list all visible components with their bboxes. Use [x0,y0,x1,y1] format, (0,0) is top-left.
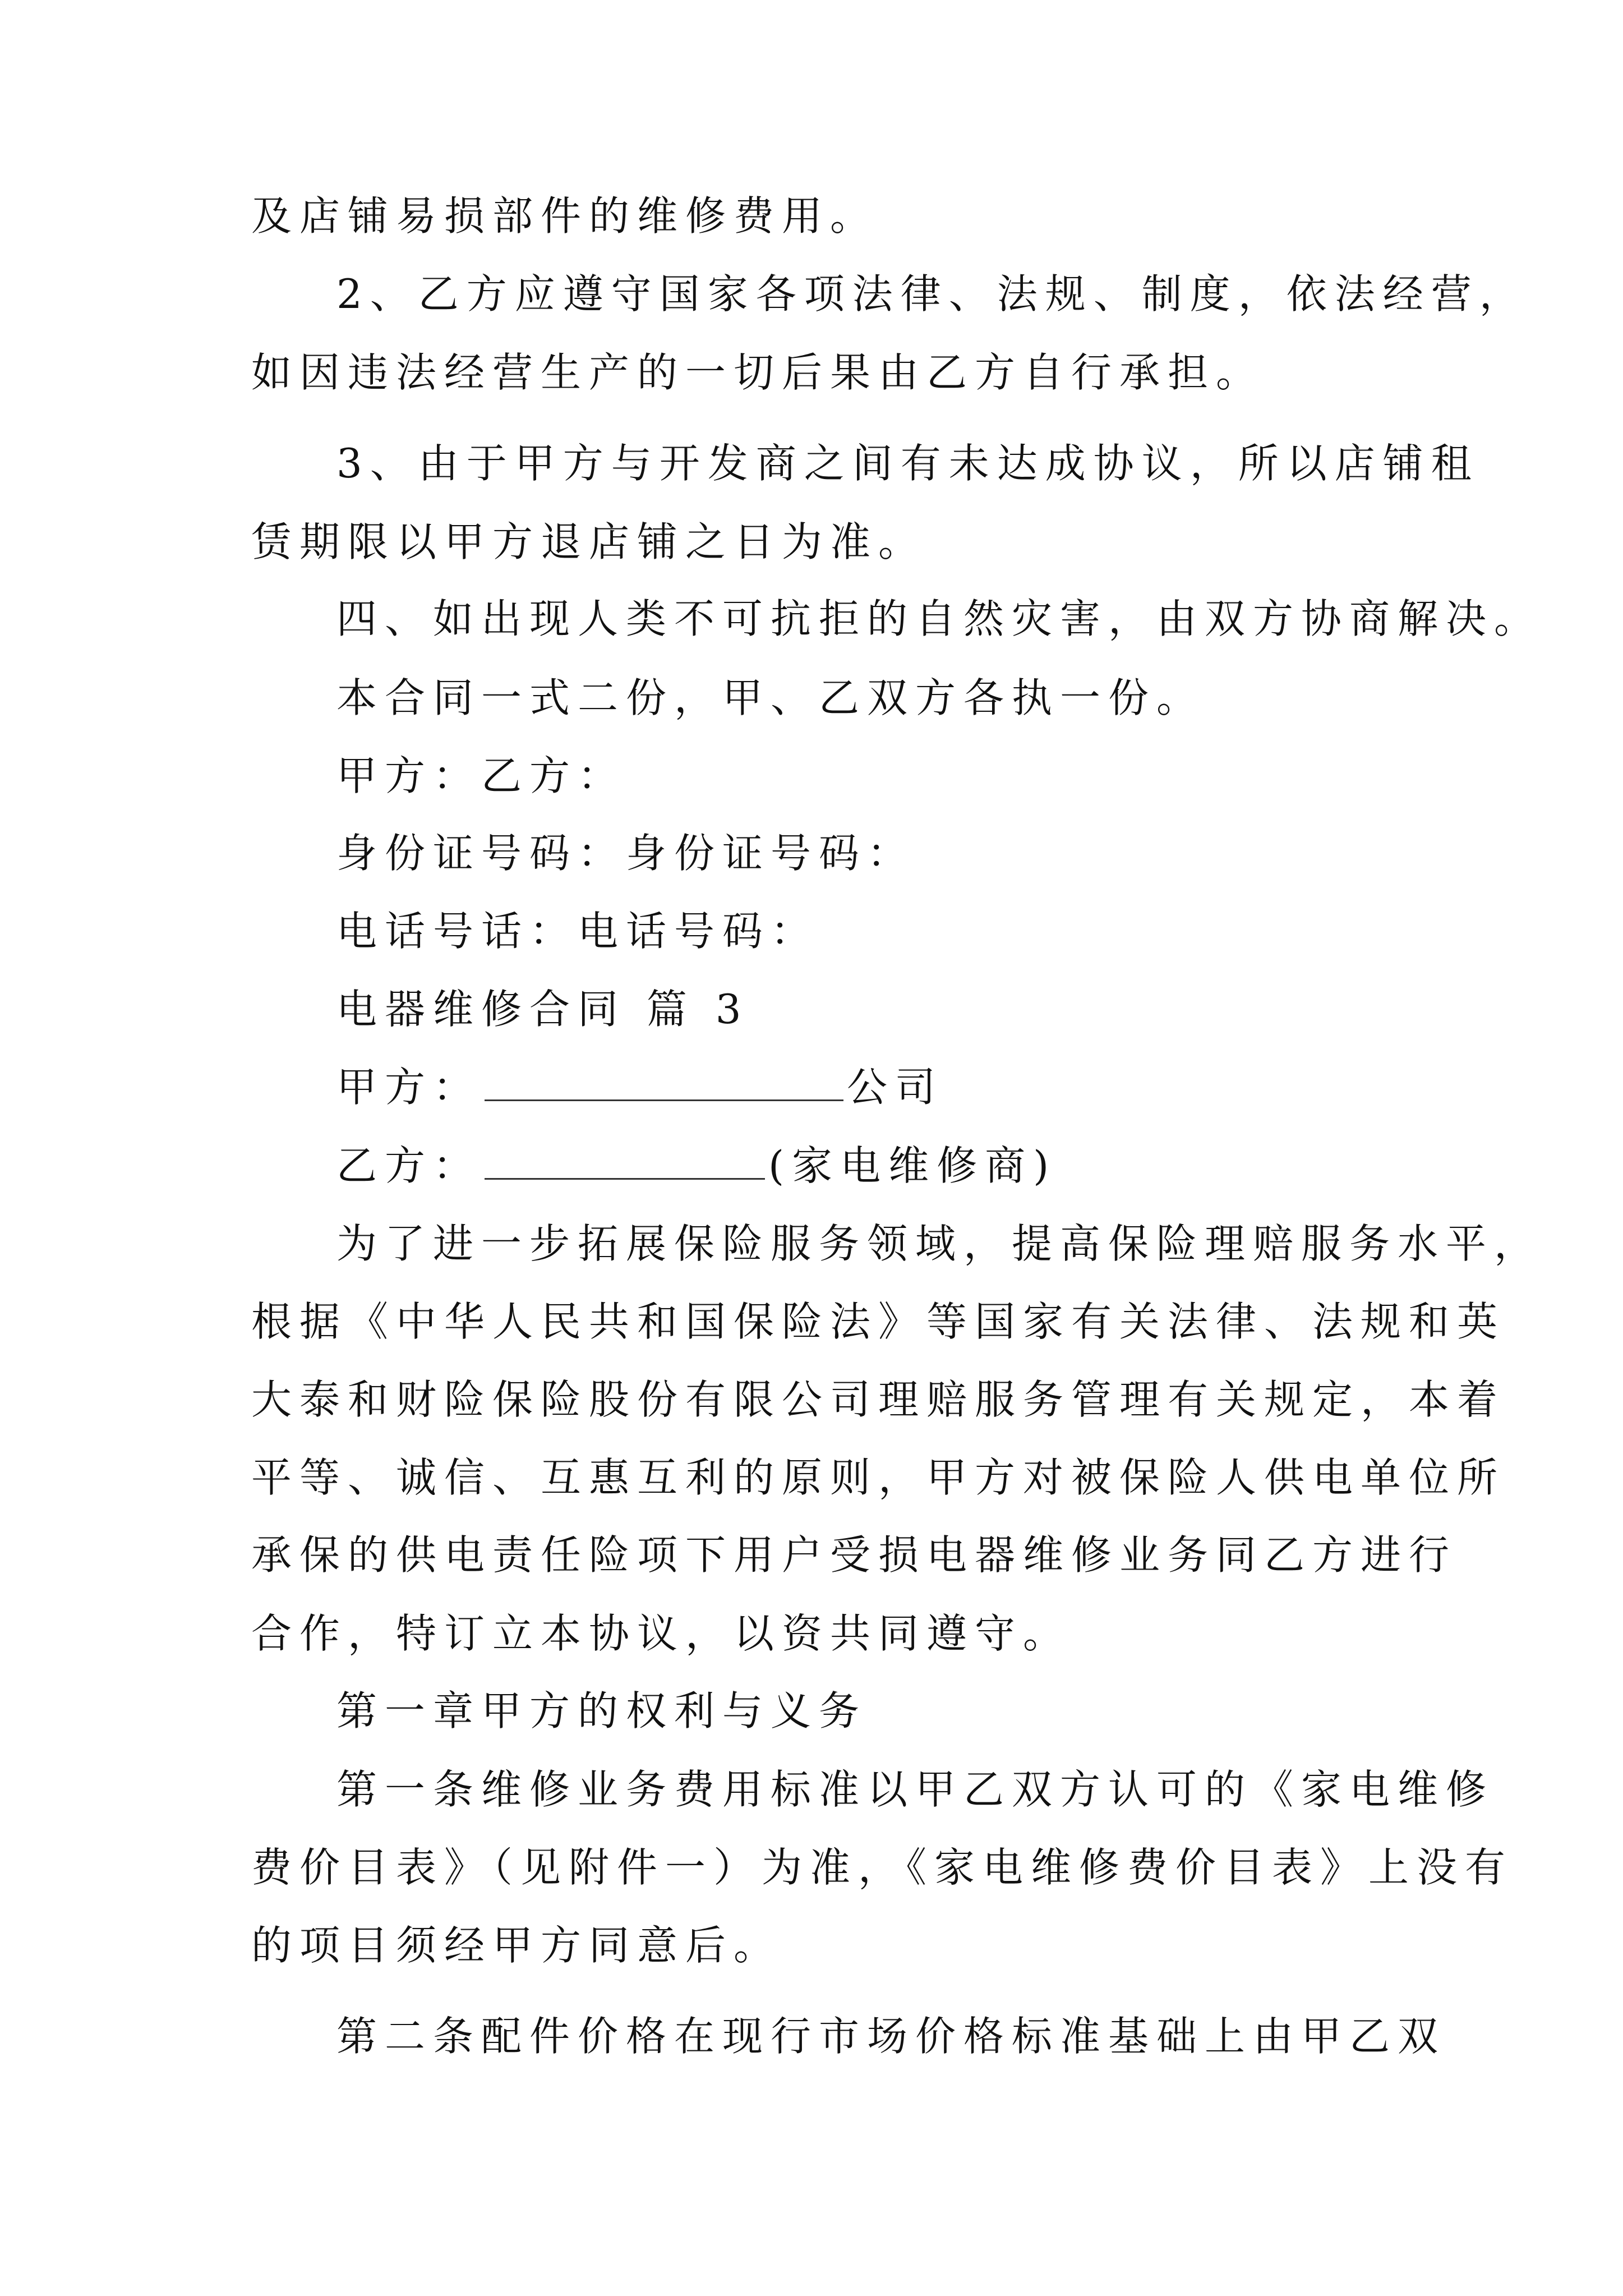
text-line: 2、乙方应遵守国家各项法律、法规、制度，依法经营， [336,270,1528,318]
text-line: 如因违法经营生产的一切后果由乙方自行承担。 [251,349,1265,396]
text-line: 四、如出现人类不可抗拒的自然灾害，由双方协商解决。 [336,595,1543,642]
text-line: 承保的供电责任险项下用户受损电器维修业务同乙方进行 [251,1531,1458,1579]
party-a-label: 甲方： [336,1064,482,1111]
text-line: 平等、诚信、互惠互利的原则，甲方对被保险人供电单位所 [251,1454,1506,1501]
party-b-suffix: (家电维修商) [768,1142,1057,1189]
section-title: 电器维修合同 篇 3 [336,986,749,1033]
text-line: 第一条维修业务费用标准以甲乙双方认可的《家电维修 [336,1766,1495,1813]
text-line: 本合同一式二份，甲、乙双方各执一份。 [336,674,1205,721]
chapter-title: 第一章甲方的权利与义务 [336,1687,868,1734]
signature-parties-line: 甲方：乙方： [336,752,626,799]
text-line: 3、由于甲方与开发商之间有未达成协议，所以店铺租 [336,440,1479,487]
party-b-blank [485,1144,765,1180]
text-line: 大泰和财险保险股份有限公司理赔服务管理有关规定，本着 [251,1376,1506,1423]
party-b-label: 乙方： [336,1142,482,1189]
text-line: 费价目表》（见附件一）为准，《家电维修费价目表》上没有 [251,1844,1514,1891]
text-line: 为了进一步拓展保险服务领域，提高保险理赔服务水平， [336,1220,1543,1267]
text-line: 合作，特订立本协议，以资共同遵守。 [251,1610,1072,1657]
party-a-suffix: 公司 [847,1064,944,1111]
party-a-blank [485,1066,843,1101]
text-line: 第二条配件价格在现行市场价格标准基础上由甲乙双 [336,2013,1446,2060]
party-a-line [336,1059,943,1115]
text-line: 赁期限以甲方退店铺之日为准。 [251,518,927,565]
text-line: 根据《中华人民共和国保险法》等国家有关法律、法规和英 [251,1298,1506,1345]
phone-number-line: 电话号话：电话号码： [336,908,819,955]
id-number-line: 身份证号码：身份证号码： [336,830,916,877]
text-line: 的项目须经甲方同意后。 [251,1922,782,1969]
party-b-line [336,1138,1057,1194]
text-line: 及店铺易损部件的维修费用。 [251,192,879,240]
